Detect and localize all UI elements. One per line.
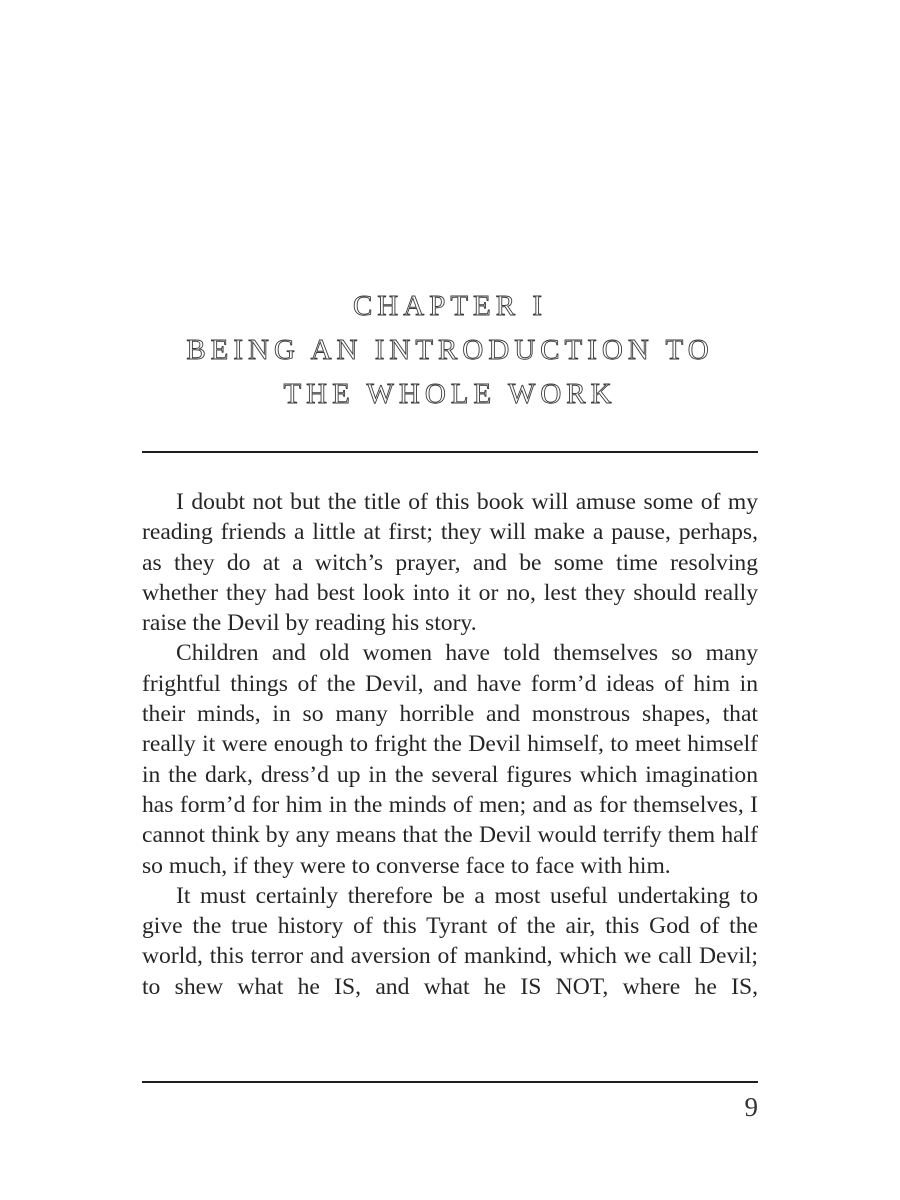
top-rule — [142, 451, 758, 453]
body-text — [142, 487, 758, 1002]
chapter-heading — [140, 284, 760, 416]
paragraph-1: I doubt not but the title of this book will amuse some of my reading friends a little at first; they will make a pause, perhaps, as they do at a witch’s prayer, and be some time resolving whether they had best look into it or no, lest they should really raise the Devil by reading his story. — [142, 489, 758, 637]
chapter-title-line-1: BEING AN INTRODUCTION TO — [186, 334, 714, 366]
paragraph-2: Children and old women have told themselves so many frightful things of the Devil, and have form’d ideas of him in their minds, in so many horrible and monstrous shapes, that really it were enough to fright the Devil himself, to meet himself in the dark, dress’d up in the several figures which imagination has form’d for him in the minds of men; and as for themselves, I cannot think by any means that the Devil would terrify them half so much, if they were to converse face to face with him. — [142, 640, 758, 879]
chapter-title-line-2: THE WHOLE WORK — [283, 378, 617, 410]
chapter-number: CHAPTER I — [352, 290, 548, 322]
bottom-rule — [142, 1081, 758, 1083]
paragraph-3: It must certainly therefore be a most useful undertaking to give the true history of this Tyrant of the air, this God of the world, this terror and aversion of mankind, which we call Devil; to shew what he IS, and what he IS NOT, where he IS, — [142, 882, 758, 1000]
page-number: 9 — [744, 1092, 758, 1122]
